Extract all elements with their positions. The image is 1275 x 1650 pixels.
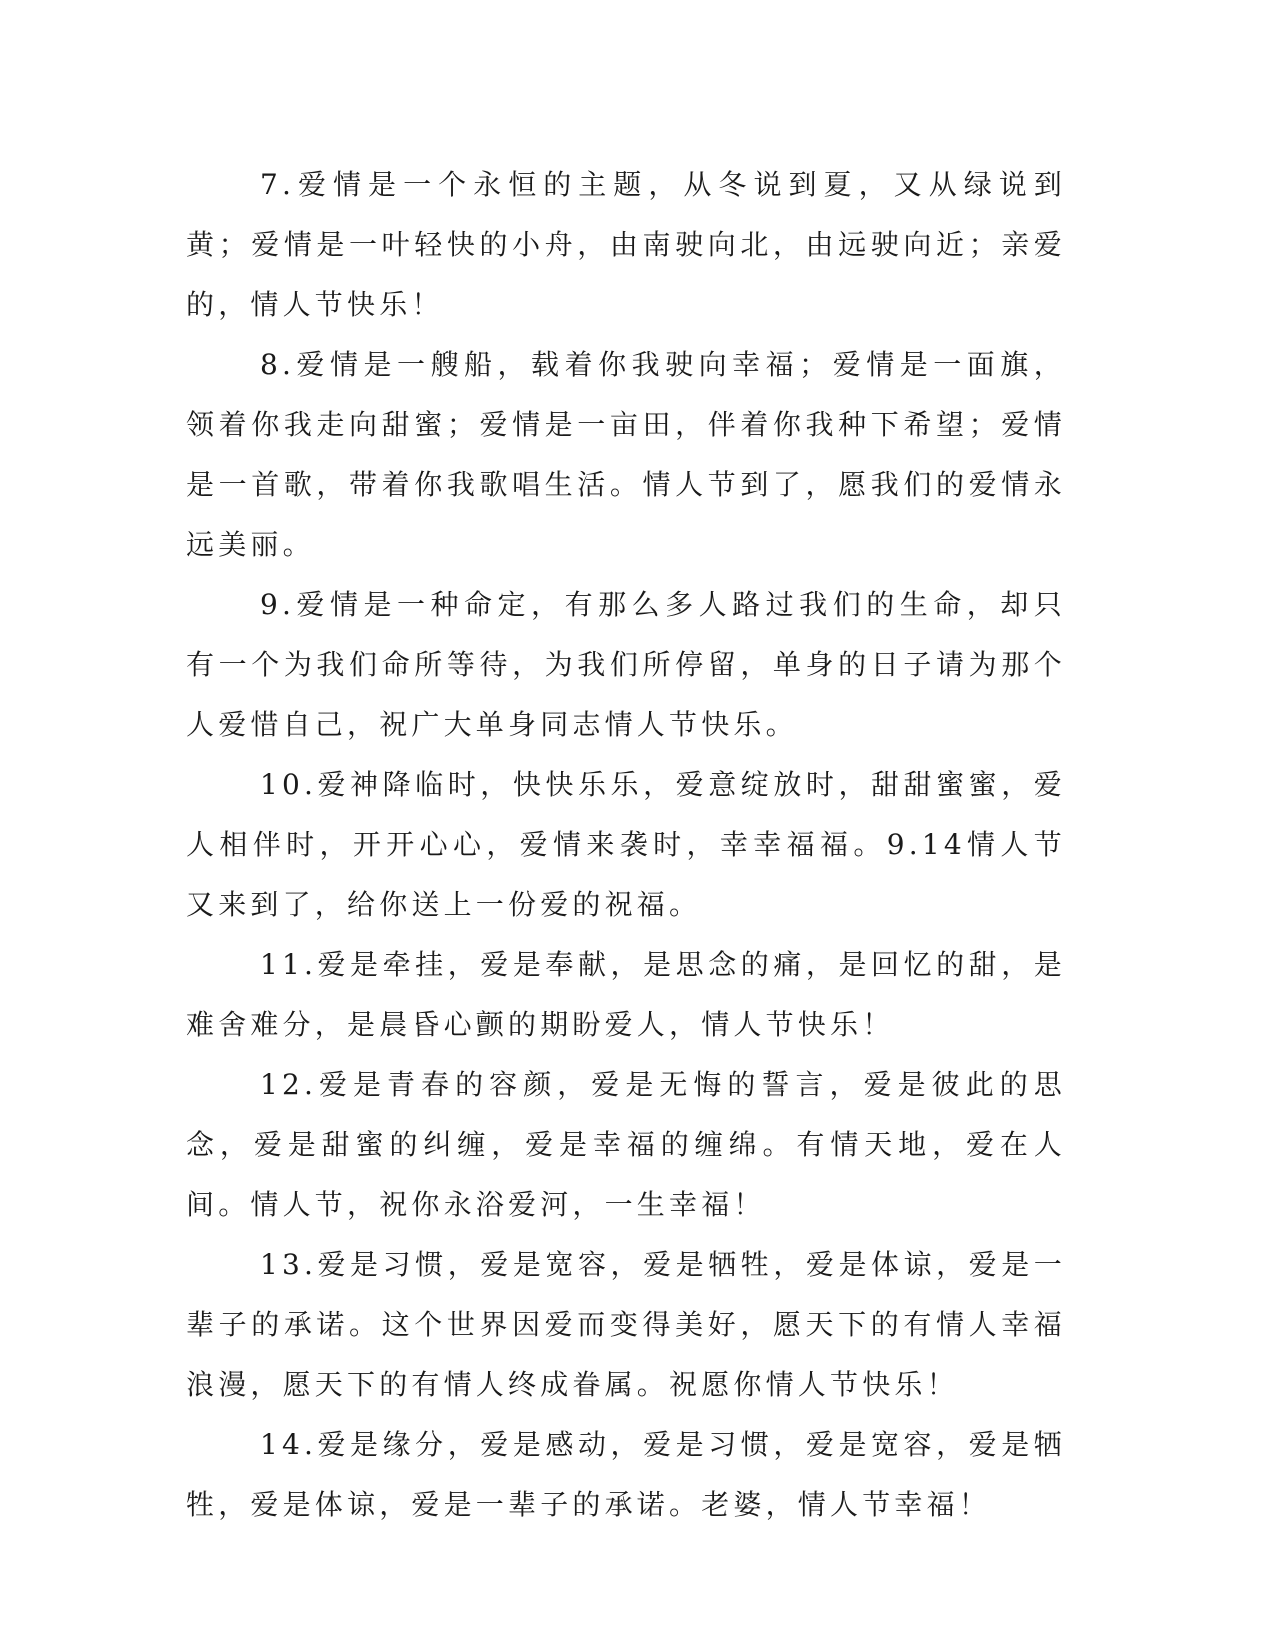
paragraph-7: 7.爱情是一个永恒的主题，从冬说到夏，又从绿说到黄；爱情是一叶轻快的小舟，由南驶向北，由远驶向近；亲爱的，情人节快乐！ bbox=[186, 168, 1066, 321]
document-body bbox=[186, 155, 1066, 1535]
paragraph-9: 9.爱情是一种命定，有那么多人路过我们的生命，却只有一个为我们命所等待，为我们所停留，单身的日子请为那个人爱惜自己，祝广大单身同志情人节快乐。 bbox=[186, 588, 1066, 741]
paragraph-8: 8.爱情是一艘船，载着你我驶向幸福；爱情是一面旗，领着你我走向甜蜜；爱情是一亩田，伴着你我种下希望；爱情是一首歌，带着你我歌唱生活。情人节到了，愿我们的爱情永远美丽。 bbox=[186, 348, 1066, 561]
paragraph-10: 10.爱神降临时，快快乐乐，爱意绽放时，甜甜蜜蜜，爱人相伴时，开开心心，爱情来袭时，幸幸福福。9.14情人节又来到了，给你送上一份爱的祝福。 bbox=[186, 768, 1066, 921]
paragraph-12: 12.爱是青春的容颜，爱是无悔的誓言，爱是彼此的思念，爱是甜蜜的纠缠，爱是幸福的缠绵。有情天地，爱在人间。情人节，祝你永浴爱河，一生幸福！ bbox=[186, 1068, 1066, 1221]
paragraph-11: 11.爱是牵挂，爱是奉献，是思念的痛，是回忆的甜，是难舍难分，是晨昏心颤的期盼爱人，情人节快乐！ bbox=[186, 948, 1066, 1041]
paragraph-13: 13.爱是习惯，爱是宽容，爱是牺牲，爱是体谅，爱是一辈子的承诺。这个世界因爱而变得美好，愿天下的有情人幸福浪漫，愿天下的有情人终成眷属。祝愿你情人节快乐！ bbox=[186, 1248, 1066, 1401]
paragraph-14: 14.爱是缘分，爱是感动，爱是习惯，爱是宽容，爱是牺牲，爱是体谅，爱是一辈子的承诺。老婆，情人节幸福！ bbox=[186, 1428, 1066, 1521]
